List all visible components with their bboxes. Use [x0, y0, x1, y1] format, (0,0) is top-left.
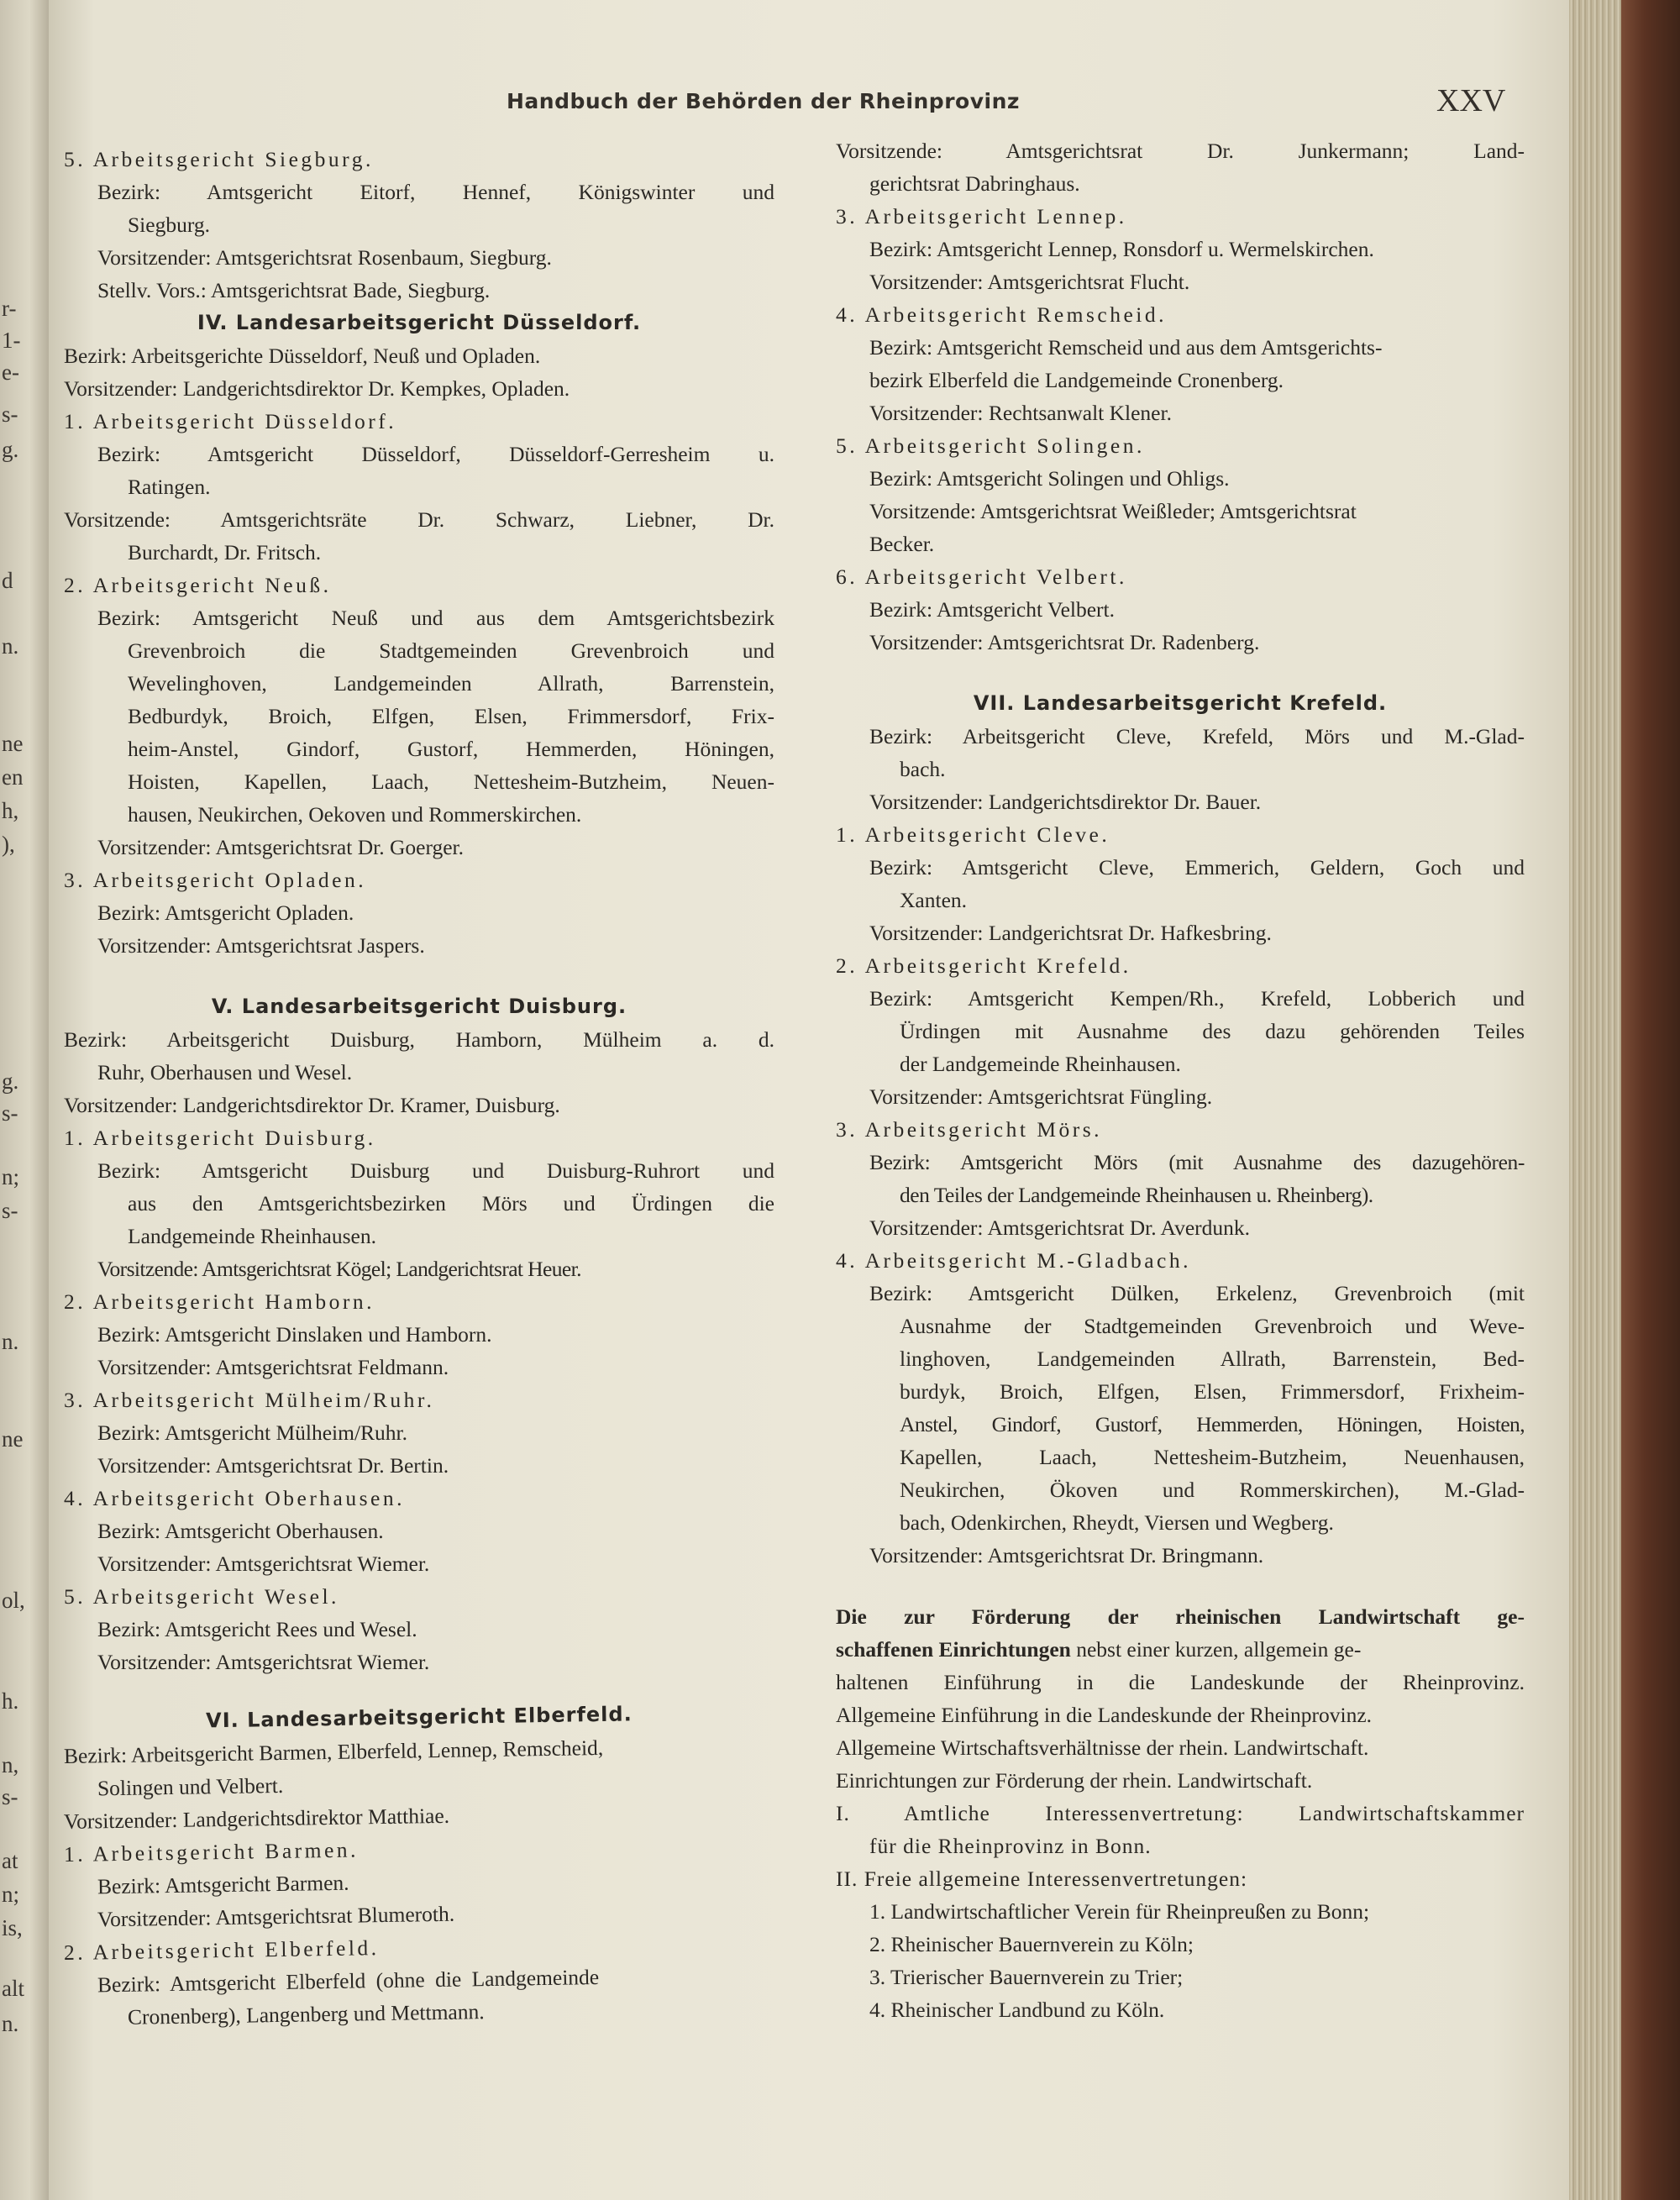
agri-item: I. Amtliche Interessenvertretung: Landwirtschaftskammer	[836, 1801, 1525, 1825]
court-line: Bezirk: Amtsgericht Cleve, Emmerich, Geldern, Goch und	[869, 855, 1525, 879]
court-line: Vorsitzender: Amtsgerichtsrat Dr. Goerger.	[97, 835, 465, 859]
court-line: Bezirk: Amtsgericht Oberhausen.	[97, 1519, 384, 1543]
court-title: 1. Arbeitsgericht Barmen.	[63, 1837, 360, 1867]
court-line: Vorsitzende: Amtsgerichtsrat Weißleder; Amtsgerichtsrat	[869, 499, 1357, 523]
court-line: Bezirk: Amtsgericht Rees und Wesel.	[97, 1617, 417, 1641]
prev-page-fragment: n,	[2, 1752, 19, 1777]
prev-page-fragment: en	[2, 764, 24, 790]
section-heading: VII. Landesarbeitsgericht Krefeld.	[973, 691, 1388, 715]
court-title: 5. Arbeitsgericht Siegburg.	[64, 147, 374, 171]
prev-page-fragment: is,	[2, 1915, 23, 1940]
court-line: Landgemeinde Rheinhausen.	[128, 1224, 376, 1248]
court-line: Burchardt, Dr. Fritsch.	[128, 540, 322, 564]
court-line: Bezirk: Amtsgericht Remscheid und aus dem Amtsgerichts-	[869, 335, 1383, 360]
prev-page-fragment: n;	[2, 1164, 20, 1189]
court-line: Cronenberg), Langenberg und Mettmann.	[127, 1999, 485, 2029]
prev-page-fragment: s-	[2, 1100, 18, 1126]
prev-page-fragment: n.	[2, 1329, 19, 1354]
spacer	[64, 962, 774, 990]
court-title: 2. Arbeitsgericht Hamborn.	[64, 1289, 375, 1314]
court-line: Vorsitzende: Amtsgerichtsräte Dr. Schwarz, Liebner, Dr.	[64, 507, 774, 532]
court-line: Bezirk: Amtsgericht Düsseldorf, Düsseldorf-Gerresheim u.	[97, 442, 774, 466]
prev-page-fragment: h.	[2, 1688, 19, 1714]
court-line: Kapellen, Laach, Nettesheim-Butzheim, Neuenhausen,	[900, 1445, 1525, 1469]
section-line: Bezirk: Arbeitsgerichte Düsseldorf, Neuß und Opladen.	[64, 344, 541, 368]
court-line: Ürdingen mit Ausnahme des dazu gehörenden Teiles	[900, 1019, 1525, 1043]
agri-item: II. Freie allgemeine Interessenvertretungen:	[836, 1867, 1248, 1891]
court-line: Vorsitzender: Amtsgerichtsrat Jaspers.	[97, 933, 425, 958]
court-line: Vorsitzender: Rechtsanwalt Klener.	[869, 401, 1172, 425]
prev-page-fragment: ol,	[2, 1588, 25, 1613]
court-line: aus den Amtsgerichtsbezirken Mörs und Ürdingen die	[128, 1191, 774, 1216]
prev-page-fragment: ),	[2, 832, 15, 857]
previous-page-edge	[0, 0, 49, 2200]
agri-sub-item: 3. Trierischer Bauernverein zu Trier;	[869, 1965, 1184, 1989]
court-line: Grevenbroich die Stadtgemeinden Grevenbroich und	[128, 638, 774, 663]
section-line: bach.	[900, 757, 946, 781]
court-title: 1. Arbeitsgericht Duisburg.	[64, 1126, 376, 1150]
left-column	[64, 143, 774, 2035]
court-line: Vorsitzender: Amtsgerichtsrat Wiemer.	[97, 1552, 430, 1576]
court-line: Vorsitzender: Amtsgerichtsrat Feldmann.	[97, 1355, 449, 1379]
court-line: gerichtsrat Dabringhaus.	[869, 171, 1080, 196]
court-line: Wevelinghoven, Landgemeinden Allrath, Barrenstein,	[128, 671, 774, 696]
court-line: Neukirchen, Ökoven und Rommerskirchen), M.-Glad-	[900, 1478, 1525, 1502]
prev-page-fragment: n.	[2, 2011, 19, 2036]
agri-intro-bold: Die zur Förderung der rheinischen Landwirtschaft ge-	[836, 1604, 1525, 1629]
prev-page-fragment: g.	[2, 437, 19, 462]
court-line: hausen, Neukirchen, Oekoven und Rommerskirchen.	[128, 802, 582, 827]
court-line: Vorsitzender: Amtsgerichtsrat Flucht.	[869, 270, 1190, 294]
court-line: Siegburg.	[128, 213, 210, 237]
court-line: Vorsitzender: Amtsgerichtsrat Dr. Bertin.	[97, 1453, 449, 1478]
court-line: Vorsitzender: Amtsgerichtsrat Blumeroth.	[97, 1901, 455, 1932]
court-line: Vorsitzender: Amtsgerichtsrat Dr. Bringmann.	[869, 1543, 1264, 1567]
court-line: Bedburdyk, Broich, Elfgen, Elsen, Frimmersdorf, Frix-	[128, 704, 774, 728]
court-title: 4. Arbeitsgericht Oberhausen.	[64, 1486, 405, 1510]
court-line: Vorsitzender: Amtsgerichtsrat Rosenbaum, Siegburg.	[97, 245, 552, 270]
section-line: Bezirk: Arbeitsgericht Barmen, Elberfeld, Lennep, Remscheid,	[63, 1735, 604, 1768]
section-heading: V. Landesarbeitsgericht Duisburg.	[211, 995, 627, 1018]
court-line: Bezirk: Amtsgericht Barmen.	[97, 1870, 349, 1899]
court-line: Bezirk: Amtsgericht Velbert.	[869, 597, 1116, 622]
court-line: heim-Anstel, Gindorf, Gustorf, Hemmerden, Höningen,	[128, 737, 774, 761]
prev-page-fragment: 1-	[2, 328, 21, 353]
agri-intro-line: haltenen Einführung in die Landeskunde der Rheinprovinz.	[836, 1670, 1525, 1694]
section-line: Vorsitzender: Landgerichtsdirektor Matthiae.	[63, 1803, 450, 1834]
court-title: 3. Arbeitsgericht Lennep.	[836, 204, 1127, 228]
prev-page-fragment: n.	[2, 633, 19, 659]
agri-topic: Einrichtungen zur Förderung der rhein. Landwirtschaft.	[836, 1768, 1313, 1793]
court-line: Bezirk: Amtsgericht Solingen und Ohligs.	[869, 466, 1230, 491]
court-line: Bezirk: Amtsgericht Neuß und aus dem Amtsgerichtsbezirk	[97, 606, 774, 630]
court-title: 2. Arbeitsgericht Krefeld.	[836, 953, 1131, 978]
agri-sub-item: 1. Landwirtschaftlicher Verein für Rheinpreußen zu Bonn;	[869, 1899, 1370, 1924]
agri-topic: Allgemeine Wirtschaftsverhältnisse der rhein. Landwirtschaft.	[836, 1735, 1369, 1760]
court-line: Bezirk: Amtsgericht Kempen/Rh., Krefeld, Lobberich und	[869, 986, 1525, 1011]
prev-page-fragment: e-	[2, 360, 19, 385]
court-line: Bezirk: Amtsgericht Dinslaken und Hamborn.	[97, 1322, 492, 1347]
prev-page-fragment: d	[2, 568, 13, 593]
agri-intro-text: nebst einer kurzen, allgemein ge-	[1070, 1637, 1362, 1662]
running-head: Handbuch der Behörden der Rheinprovinz	[507, 89, 1020, 113]
section-line: Bezirk: Arbeitsgericht Cleve, Krefeld, Mörs und M.-Glad-	[869, 724, 1525, 748]
court-line: linghoven, Landgemeinden Allrath, Barrenstein, Bed-	[900, 1347, 1525, 1371]
prev-page-fragment: alt	[2, 1976, 24, 2001]
court-line: Xanten.	[900, 888, 968, 912]
court-line: Vorsitzender: Amtsgerichtsrat Füngling.	[869, 1084, 1213, 1109]
right-column	[836, 134, 1525, 2026]
prev-page-fragment: s-	[2, 402, 18, 427]
court-title: 3. Arbeitsgericht Mülheim/Ruhr.	[64, 1388, 435, 1412]
spacer	[836, 659, 1525, 687]
court-line: Bezirk: Amtsgericht Lennep, Ronsdorf u. Wermelskirchen.	[869, 237, 1374, 261]
court-line: Vorsitzender: Amtsgerichtsrat Dr. Averdunk.	[869, 1216, 1251, 1240]
agri-intro-bold: schaffenen Einrichtungen	[836, 1637, 1071, 1662]
agri-topic: Allgemeine Einführung in die Landeskunde der Rheinprovinz.	[836, 1703, 1373, 1727]
section-line: Bezirk: Arbeitsgericht Duisburg, Hamborn, Mülheim a. d.	[64, 1027, 774, 1052]
court-line: Bezirk: Amtsgericht Dülken, Erkelenz, Grevenbroich (mit	[869, 1281, 1525, 1305]
section-line: Solingen und Velbert.	[97, 1772, 284, 1801]
court-title: 5. Arbeitsgericht Wesel.	[64, 1584, 339, 1609]
agri-intro-line	[836, 1600, 1525, 1633]
section-heading: IV. Landesarbeitsgericht Düsseldorf.	[197, 311, 642, 334]
prev-page-fragment: g.	[2, 1068, 19, 1094]
prev-page-fragment: s-	[2, 1784, 18, 1809]
section-line: Ruhr, Oberhausen und Wesel.	[97, 1060, 353, 1084]
court-line: Becker.	[869, 532, 935, 556]
court-line: Vorsitzende: Amtsgerichtsrat Dr. Junkermann; Land-	[836, 139, 1525, 163]
court-title: 4. Arbeitsgericht Remscheid.	[836, 302, 1168, 327]
prev-page-fragment: n;	[2, 1882, 20, 1907]
prev-page-fragment: ne	[2, 731, 24, 756]
court-title: 1. Arbeitsgericht Düsseldorf.	[64, 409, 397, 433]
agri-intro-line	[836, 1633, 1525, 1666]
section-line: Vorsitzender: Landgerichtsdirektor Dr. Kramer, Duisburg.	[64, 1093, 560, 1117]
page-number: XXV	[1436, 83, 1506, 118]
court-title: 2. Arbeitsgericht Neuß.	[64, 573, 332, 597]
court-title: 4. Arbeitsgericht M.-Gladbach.	[836, 1248, 1191, 1273]
court-line: Vorsitzende: Amtsgerichtsrat Kögel; Landgerichtsrat Heuer.	[97, 1257, 581, 1281]
court-line: bezirk Elberfeld die Landgemeinde Cronenberg.	[869, 368, 1284, 392]
section-line: Vorsitzender: Landgerichtsdirektor Dr. Kempkes, Opladen.	[64, 376, 570, 401]
court-line: den Teiles der Landgemeinde Rheinhausen u. Rheinberg).	[900, 1183, 1373, 1207]
court-line: Vorsitzender: Amtsgerichtsrat Dr. Radenberg.	[869, 630, 1260, 654]
court-line: Bezirk: Amtsgericht Mülheim/Ruhr.	[97, 1420, 408, 1445]
prev-page-fragment: r-	[2, 296, 17, 321]
prev-page-fragment: ne	[2, 1426, 24, 1452]
section-heading: VI. Landesarbeitsgericht Elberfeld.	[205, 1702, 633, 1733]
court-line: Bezirk: Amtsgericht Duisburg und Duisburg-Ruhrort und	[97, 1158, 774, 1183]
court-line: Hoisten, Kapellen, Laach, Nettesheim-Butzheim, Neuen-	[128, 769, 774, 794]
section-line: Vorsitzender: Landgerichtsdirektor Dr. Bauer.	[869, 790, 1262, 814]
court-title: 6. Arbeitsgericht Velbert.	[836, 564, 1127, 589]
court-line: Anstel, Gindorf, Gustorf, Hemmerden, Höningen, Hoisten,	[900, 1412, 1525, 1436]
court-line: Ausnahme der Stadtgemeinden Grevenbroich und Weve-	[900, 1314, 1525, 1338]
court-title: 3. Arbeitsgericht Opladen.	[64, 868, 367, 892]
court-line: burdyk, Broich, Elfgen, Elsen, Frimmersdorf, Frixheim-	[900, 1379, 1525, 1404]
court-line: der Landgemeinde Rheinhausen.	[900, 1052, 1181, 1076]
court-line: Bezirk: Amtsgericht Opladen.	[97, 900, 354, 925]
book-cover-edge	[1621, 0, 1680, 2200]
spacer	[836, 1572, 1525, 1600]
court-title: 2. Arbeitsgericht Elberfeld.	[63, 1935, 380, 1965]
court-line: bach, Odenkirchen, Rheydt, Viersen und Wegberg.	[900, 1510, 1334, 1535]
court-line: Bezirk: Amtsgericht Mörs (mit Ausnahme des dazugehören-	[869, 1150, 1525, 1174]
court-line: Vorsitzender: Amtsgerichtsrat Wiemer.	[97, 1650, 430, 1674]
court-line: Stellv. Vors.: Amtsgerichtsrat Bade, Siegburg.	[97, 278, 491, 302]
agri-sub-item: 2. Rheinischer Bauernverein zu Köln;	[869, 1932, 1194, 1956]
court-title: 1. Arbeitsgericht Cleve.	[836, 822, 1110, 847]
court-line: Bezirk: Amtsgericht Eitorf, Hennef, Königswinter und	[97, 180, 774, 204]
prev-page-fragment: at	[2, 1848, 18, 1873]
agri-sub-item: 4. Rheinischer Landbund zu Köln.	[869, 1998, 1165, 2022]
court-line: Vorsitzender: Landgerichtsrat Dr. Hafkesbring.	[869, 921, 1272, 945]
court-line: Ratingen.	[128, 475, 211, 499]
court-title: 3. Arbeitsgericht Mörs.	[836, 1117, 1103, 1142]
prev-page-fragment: h,	[2, 798, 19, 823]
agri-item: für die Rheinprovinz in Bonn.	[869, 1834, 1152, 1858]
prev-page-fragment: s-	[2, 1198, 18, 1223]
court-line: Bezirk: Amtsgericht Elberfeld (ohne die Landgemeinde	[97, 1964, 600, 1998]
court-title: 5. Arbeitsgericht Solingen.	[836, 433, 1145, 458]
